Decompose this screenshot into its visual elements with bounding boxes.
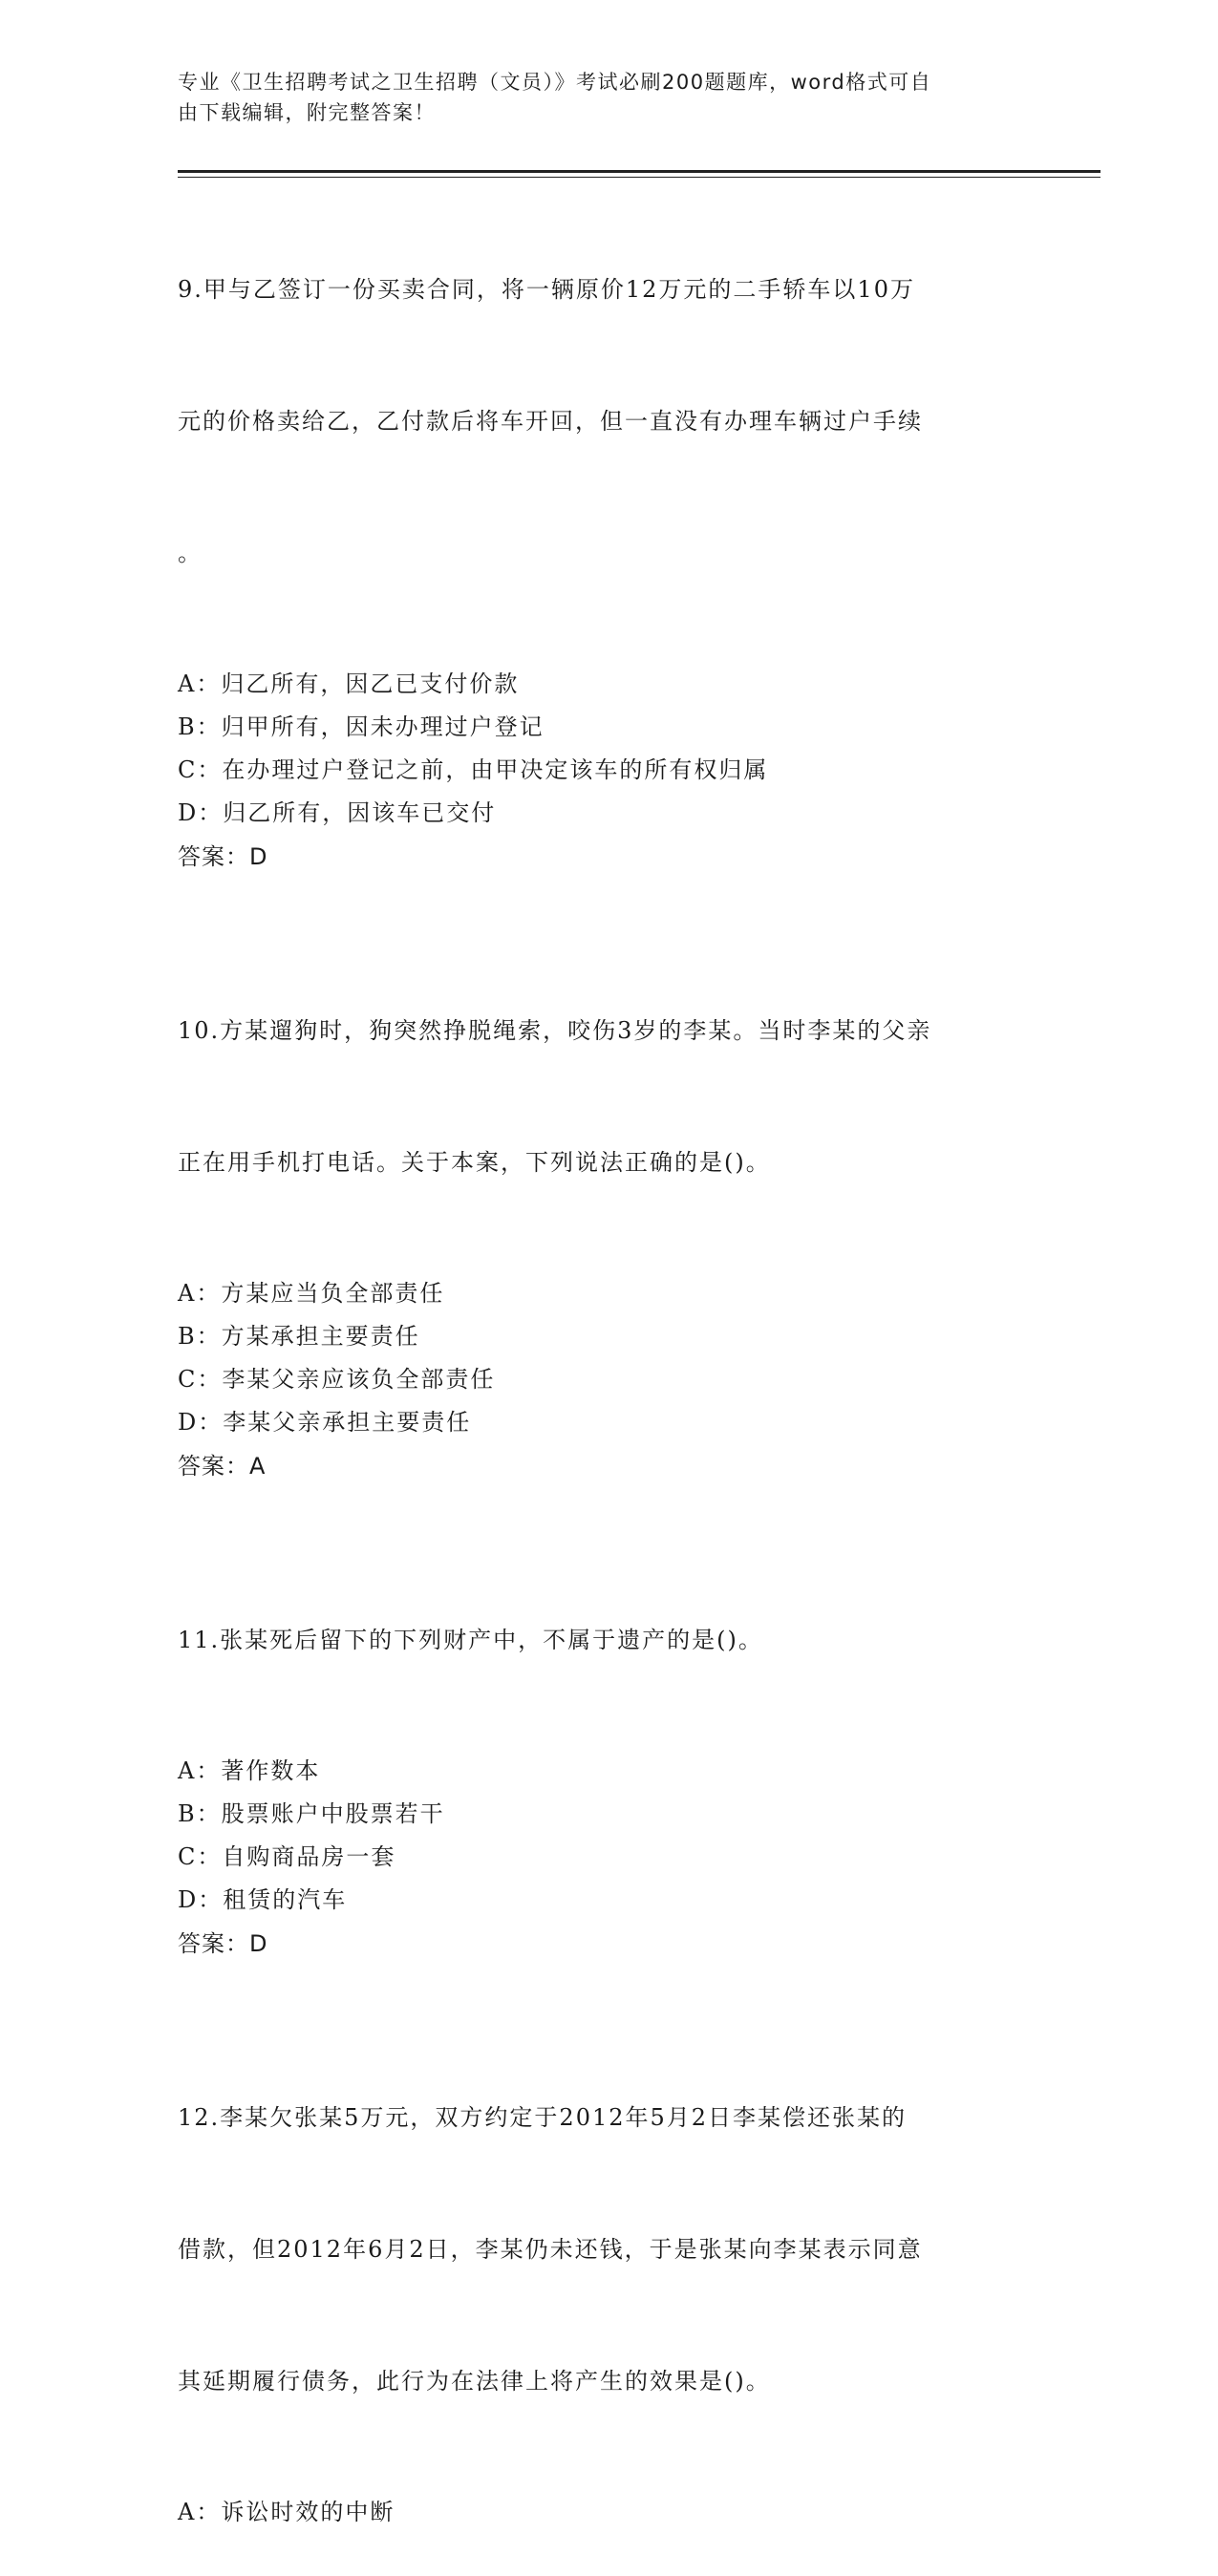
stem-line: 11.张某死后留下的下列财产中，不属于遗产的是()。 bbox=[178, 1627, 763, 1653]
answer-line: 答案：D bbox=[178, 1930, 268, 1957]
option-c: C：自购商品房一套 bbox=[178, 1843, 396, 1870]
question-list bbox=[178, 180, 1037, 2576]
stem-line: 10.方某遛狗时，狗突然挣脱绳索，咬伤3岁的李某。当时李某的父亲 bbox=[178, 1017, 932, 1044]
stem-line: 元的价格卖给乙，乙付款后将车开回，但一直没有办理车辆过户手续 bbox=[178, 408, 923, 435]
header-line-2: 由下载编辑，附完整答案！ bbox=[178, 101, 436, 124]
question-stem bbox=[178, 2008, 1037, 2491]
question-10 bbox=[178, 921, 1037, 1488]
option-c: C：在办理过户登记之前，由甲决定该车的所有权归属 bbox=[178, 756, 769, 783]
header-line-1: 专业《卫生招聘考试之卫生招聘（文员）》考试必刷200题题库，word格式可自 bbox=[178, 71, 932, 94]
option-d: D：租赁的汽车 bbox=[178, 1886, 348, 1913]
stem-line: 9.甲与乙签订一份买卖合同，将一辆原价12万元的二手轿车以10万 bbox=[178, 276, 915, 303]
stem-line: 正在用手机打电话。关于本案，下列说法正确的是()。 bbox=[178, 1149, 771, 1176]
option-d: D：李某父亲承担主要责任 bbox=[178, 1409, 472, 1436]
document-header bbox=[178, 67, 1018, 128]
option-a: A：诉讼时效的中断 bbox=[178, 2499, 395, 2525]
header-divider-thin bbox=[178, 177, 1100, 178]
option-a: A：著作数本 bbox=[178, 1757, 321, 1784]
question-stem bbox=[178, 921, 1037, 1272]
option-b: B：股票账户中股票若干 bbox=[178, 1800, 445, 1827]
answer-line: 答案：A bbox=[178, 1453, 267, 1480]
stem-line: 12.李某欠张某5万元，双方约定于2012年5月2日李某偿还张某的 bbox=[178, 2104, 908, 2131]
stem-line: 。 bbox=[178, 540, 203, 566]
question-stem bbox=[178, 1530, 1037, 1750]
header-divider-thick bbox=[178, 170, 1100, 173]
answer-line: 答案：D bbox=[178, 843, 268, 870]
question-12 bbox=[178, 2008, 1037, 2534]
option-c: C：李某父亲应该负全部责任 bbox=[178, 1366, 496, 1393]
question-11 bbox=[178, 1530, 1037, 1966]
question-stem bbox=[178, 180, 1037, 663]
stem-line: 其延期履行债务，此行为在法律上将产生的效果是()。 bbox=[178, 2368, 771, 2395]
question-9 bbox=[178, 180, 1037, 879]
option-b: B：归甲所有，因未办理过户登记 bbox=[178, 713, 545, 740]
option-d: D：归乙所有，因该车已交付 bbox=[178, 799, 497, 826]
option-a: A：归乙所有，因乙已支付价款 bbox=[178, 671, 520, 697]
option-b: B：方某承担主要责任 bbox=[178, 1323, 420, 1350]
option-a: A：方某应当负全部责任 bbox=[178, 1280, 445, 1307]
stem-line: 借款，但2012年6月2日，李某仍未还钱，于是张某向李某表示同意 bbox=[178, 2236, 923, 2263]
